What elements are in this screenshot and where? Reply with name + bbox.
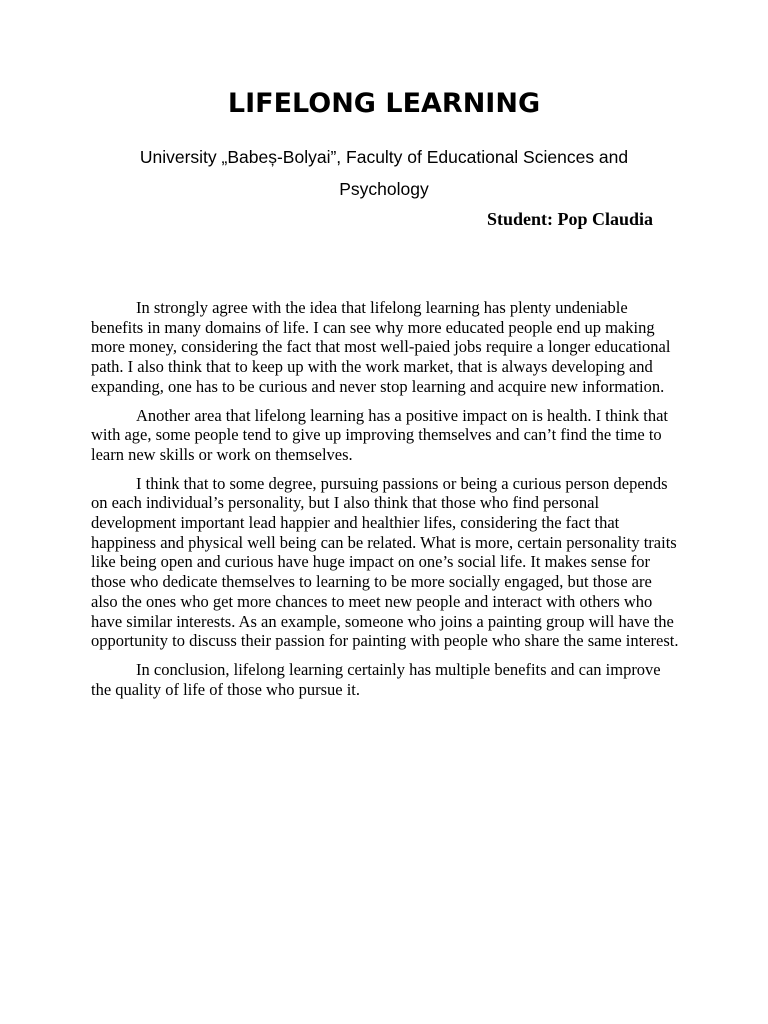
paragraph-1: In strongly agree with the idea that lifelong learning has plenty undeniable benefits in many domains of life. I can see why more educated people end up making more money, considering the fact that most well-paied jobs require a longer educational path. I also think that to keep up with the work market, that is always developing and expanding, one has to be curious and never stop learning and acquire new information. (91, 298, 671, 396)
affiliation-line: University „Babeș-Bolyai”, Faculty of Educational Sciences and Psychology (139, 147, 629, 199)
essay-body (91, 298, 680, 708)
paragraph-2: Another area that lifelong learning has a positive impact on is health. I think that with age, some people tend to give up improving themselves and can’t find the time to learn new skills or work on themselves. (91, 405, 668, 464)
student-name: Student: Pop Claudia (486, 209, 653, 229)
paragraph-4: In conclusion, lifelong learning certainly has multiple benefits and can improve the quality of life of those who pursue it. (91, 659, 661, 699)
paragraph-3: I think that to some degree, pursuing passions or being a curious person depends on each individual’s personality, but I also think that those who find personal development important lead happier and healthier lifes, considering the fact that happiness and physical well being can be related. What is more, certain personality traits like being open and curious have huge impact on one’s social life. It makes sense for those who dedicate themselves to learning to be more socially engaged, but those are also the ones who get more chances to meet new people and interact with others who have similar interests. As an example, someone who joins a painting group will have the opportunity to discuss their passion for painting with people who share the same interest. (91, 473, 679, 651)
document-title: LIFELONG LEARNING (227, 88, 541, 119)
